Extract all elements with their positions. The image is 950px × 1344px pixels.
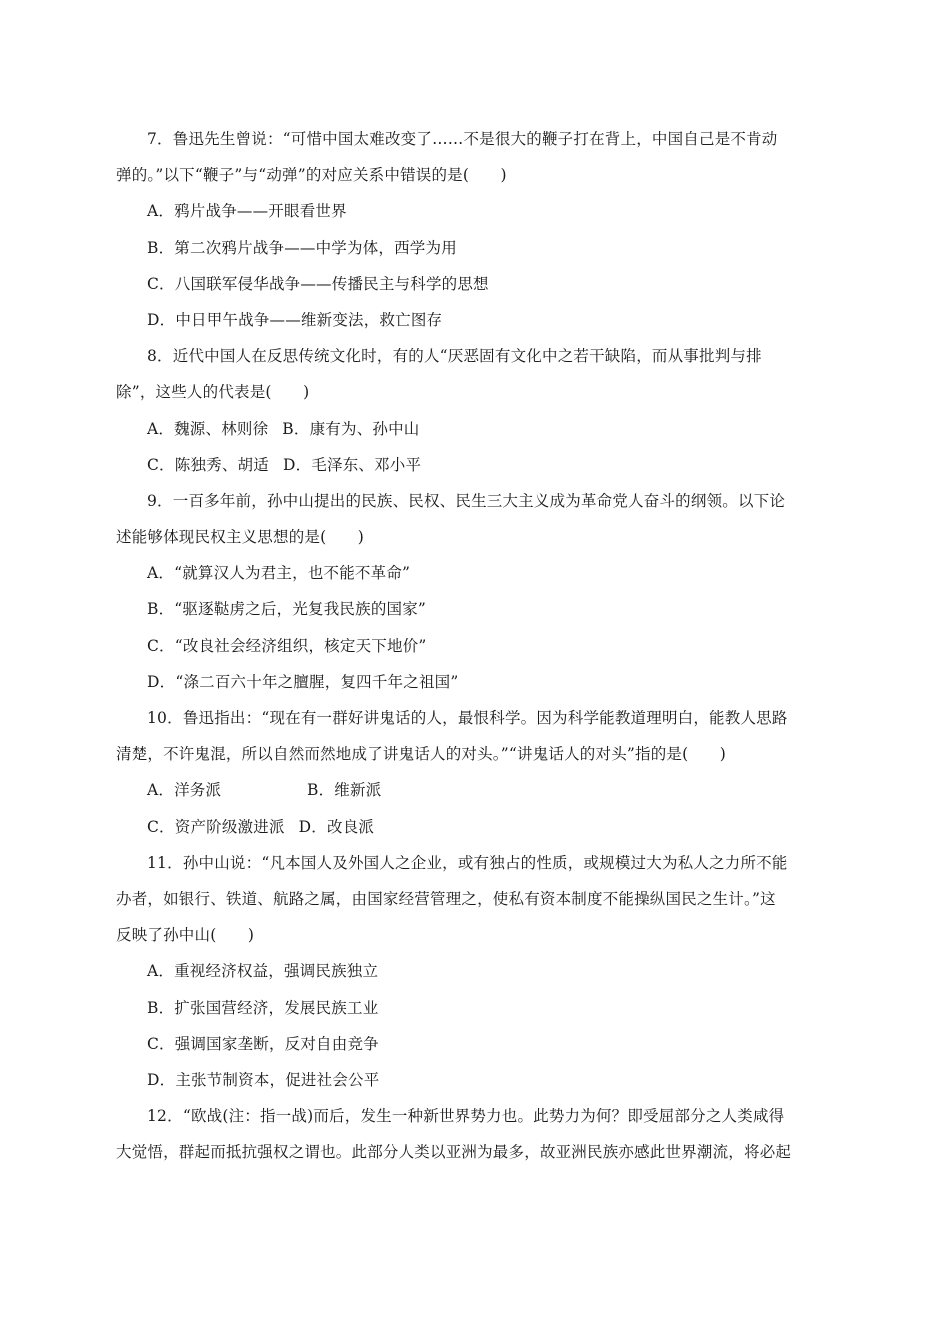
question-stem-line: 8．近代中国人在反思传统文化时，有的人“厌恶固有文化中之若干缺陷，而从事批判与排 [147, 347, 762, 366]
option-row [116, 772, 836, 808]
question-stem-line: 反映了孙中山( ) [116, 926, 255, 945]
option-row [116, 411, 836, 447]
option-d: D．中日甲午战争——维新变法，救亡图存 [147, 310, 443, 329]
question-stem-line: 弹的。”以下“鞭子”与“动弹”的对应关系中错误的是( ) [116, 166, 507, 185]
option-d: D．改良派 [298, 817, 375, 836]
option-row [116, 447, 836, 483]
option-a: A．鸦片战争——开眼看世界 [147, 202, 347, 221]
question-stem-line: 7．鲁迅先生曾说：“可惜中国太难改变了……不是很大的鞭子打在背上，中国自己是不肯动 [147, 130, 778, 148]
option-c: C．强调国家垄断，反对自由竞争 [147, 1034, 379, 1053]
question-stem-line: 11．孙中山说：“凡本国人及外国人之企业，或有独占的性质，或规模过大为私人之力所不能 [147, 853, 788, 872]
question-7 [116, 121, 836, 338]
option-a: A．魏源、林则徐 [147, 419, 269, 438]
question-stem-line: 清楚，不许鬼混，所以自然而然地成了讲鬼话人的对头。”“讲鬼话人的对头”指的是( ) [116, 745, 727, 764]
question-8 [116, 338, 836, 483]
option-a: A．洋务派 [147, 781, 222, 800]
option-b: B．康有为、孙中山 [282, 419, 420, 438]
option-d: D．毛泽东、邓小平 [282, 455, 422, 474]
question-stem-line: 9．一百多年前，孙中山提出的民族、民权、民生三大主义成为革命党人奋斗的纲领。以下论 [147, 491, 786, 510]
question-stem-line: 12．“欧战(注：指一战)而后，发生一种新世界势力也。此势力为何？即受屈部分之人类咸得 [147, 1107, 785, 1126]
question-12 [116, 1098, 836, 1170]
question-stem-line: 除”，这些人的代表是( ) [116, 383, 310, 402]
option-row [116, 809, 836, 845]
option-b: B．维新派 [307, 781, 382, 800]
option-d: D．“涤二百六十年之膻腥，复四千年之祖国” [147, 672, 459, 691]
question-stem-line: 办者，如银行、铁道、航路之属，由国家经营管理之，使私有资本制度不能操纵国民之生计。”这 [116, 889, 776, 908]
option-c: C．陈独秀、胡适 [147, 455, 269, 474]
question-9 [116, 483, 836, 700]
option-c: C．八国联军侵华战争——传播民主与科学的思想 [147, 274, 489, 293]
question-stem-line: 10．鲁迅指出：“现在有一群好讲鬼话的人，最恨科学。因为科学能教道理明白，能教人思路 [147, 709, 788, 727]
option-d: D．主张节制资本，促进社会公平 [147, 1070, 380, 1089]
option-b: B．“驱逐鞑虏之后，光复我民族的国家” [147, 600, 427, 619]
question-stem-line: 述能够体现民权主义思想的是( ) [116, 528, 364, 547]
question-11 [116, 845, 836, 1098]
question-stem-line: 大觉悟，群起而抵抗强权之谓也。此部分人类以亚洲为最多，故亚洲民族亦感此世界潮流，将必起 [116, 1143, 792, 1162]
option-c: C．资产阶级激进派 [147, 817, 285, 836]
option-b: B．第二次鸦片战争——中学为体，西学为用 [147, 238, 457, 257]
option-a: A．重视经济权益，强调民族独立 [147, 962, 379, 981]
document-page [116, 121, 836, 1170]
question-10 [116, 700, 836, 845]
option-b: B．扩张国营经济，发展民族工业 [147, 998, 379, 1017]
option-c: C．“改良社会经济组织，核定天下地价” [147, 636, 427, 655]
option-a: A．“就算汉人为君主，也不能不革命” [147, 564, 411, 583]
